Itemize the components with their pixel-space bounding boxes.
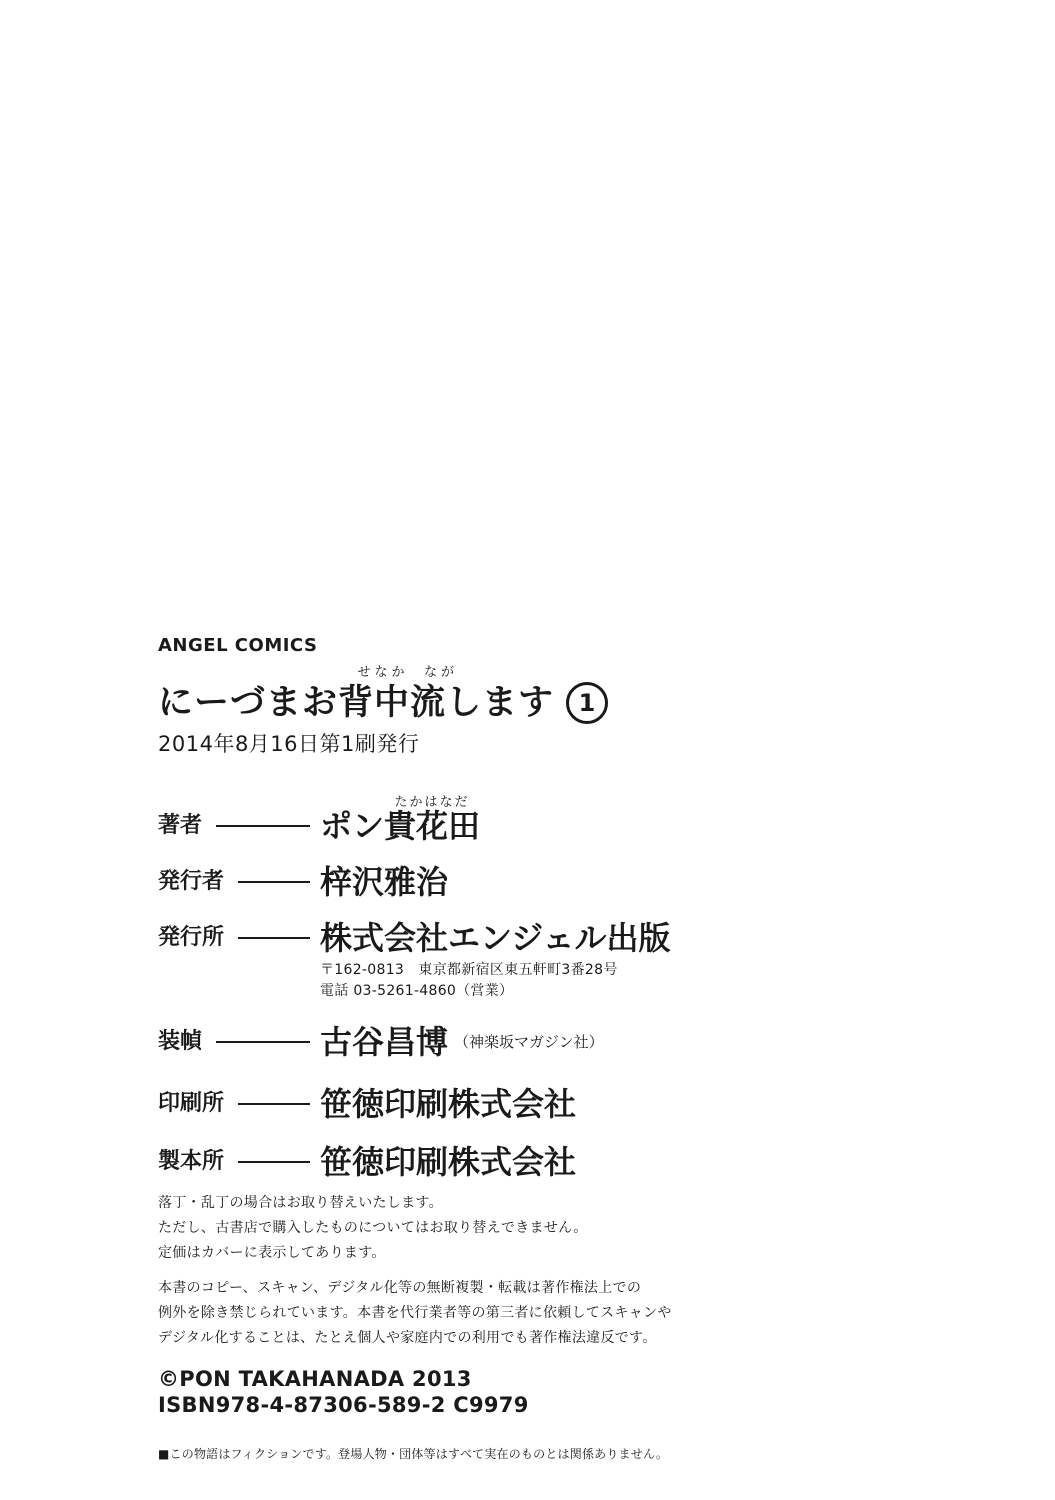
author-name-text: ポン貴花田	[320, 807, 481, 845]
bindery-row-head	[158, 1142, 310, 1182]
copyright-notice-line-2: 例外を除き禁じられています。本書を代行業者等の第三者に依頼してスキャンや	[158, 1305, 672, 1321]
printer-rule-line	[238, 1103, 310, 1105]
replacement-policy-paragraph	[158, 1191, 588, 1266]
book-title	[158, 665, 555, 723]
imprint-brand: ANGEL COMICS	[158, 635, 318, 656]
author-furigana: たかはなだ	[394, 795, 470, 810]
fiction-disclaimer: ■この物語はフィクションです。登場人物・団体等はすべて実在のものとは関係ありません。	[158, 1447, 669, 1461]
book-title-text: にーづまお背中流します	[158, 683, 555, 723]
author-rule-line	[216, 825, 310, 827]
bindery-rule-line	[238, 1161, 310, 1163]
book-design-label: 装幀	[158, 1029, 203, 1054]
credits-block	[158, 1366, 529, 1418]
title-furigana-naga: なが	[423, 665, 458, 680]
copyright-notice-line-1: 本書のコピー、スキャン、デジタル化等の無断複製・転載は著作権法上での	[158, 1280, 642, 1296]
bindery-label: 製本所	[158, 1149, 225, 1174]
bindery-name: 笹徳印刷株式会社	[320, 1143, 577, 1181]
publishing-house-name: 株式会社エンジェル出版	[320, 919, 671, 957]
author-row	[158, 795, 481, 846]
replacement-policy-line-3: 定価はカバーに表示してあります。	[158, 1245, 386, 1261]
author-row-head	[158, 806, 310, 846]
book-title-row	[158, 665, 608, 724]
author-name	[320, 795, 481, 846]
copyright-notice-line-3: デジタル化することは、たとえ個人や家庭内での利用でも著作権法違反です。	[158, 1330, 657, 1346]
publisher-address: 〒162-0813 東京都新宿区東五軒町3番28号	[320, 962, 618, 978]
publisher-rule-line	[238, 881, 310, 883]
publishing-house-rule-line	[238, 937, 310, 939]
edition-date: 2014年8月16日第1刷発行	[158, 732, 420, 756]
book-designer-name	[320, 1022, 448, 1062]
printer-name: 笹徳印刷株式会社	[320, 1085, 577, 1123]
publisher-label: 発行者	[158, 869, 225, 894]
volume-number-badge: 1	[566, 682, 608, 724]
book-designer-name-text: 古谷昌博	[320, 1023, 449, 1061]
bindery-row	[158, 1142, 576, 1182]
copyright-notice-paragraph	[158, 1276, 672, 1351]
publisher-row	[158, 862, 448, 902]
book-design-row-head	[158, 1022, 310, 1062]
book-designer-affiliation: （神楽坂マガジン社）	[454, 1033, 604, 1051]
publisher-row-head	[158, 862, 310, 902]
replacement-policy-line-2: ただし、古書店で購入したものについてはお取り替えできません。	[158, 1220, 588, 1236]
replacement-policy-line-1: 落丁・乱丁の場合はお取り替えいたします。	[158, 1195, 443, 1211]
printer-row-head	[158, 1084, 310, 1124]
publishing-house-row-head	[158, 918, 310, 958]
copyright-line: ©PON TAKAHANADA 2013	[158, 1367, 472, 1391]
book-design-row	[158, 1022, 604, 1062]
printer-label: 印刷所	[158, 1091, 225, 1116]
publisher-name: 梓沢雅治	[320, 863, 449, 901]
publishing-house-row	[158, 918, 671, 958]
author-label: 著者	[158, 813, 203, 838]
book-design-rule-line	[216, 1041, 310, 1043]
isbn-line: ISBN978-4-87306-589-2 C9979	[158, 1393, 529, 1417]
publisher-phone: 電話 03-5261-4860（営業）	[320, 983, 514, 999]
publisher-address-block	[320, 960, 618, 1002]
printer-row	[158, 1084, 576, 1124]
title-furigana-senaka: せなか	[357, 665, 409, 680]
publishing-house-label: 発行所	[158, 925, 225, 950]
